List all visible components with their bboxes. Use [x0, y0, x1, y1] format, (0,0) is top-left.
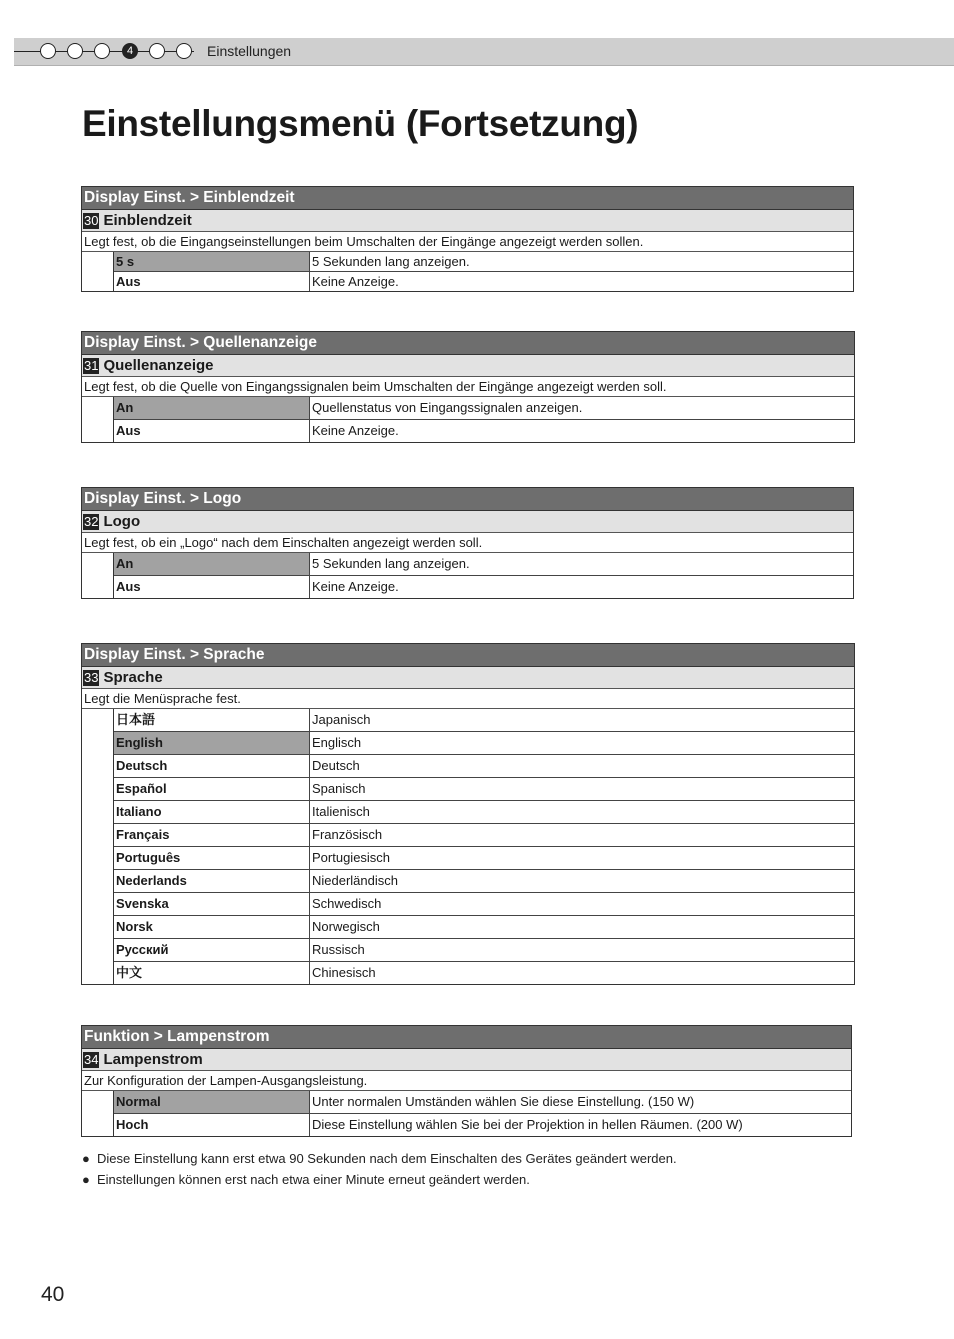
option-description: Norwegisch [312, 919, 380, 934]
settings-section [81, 186, 854, 292]
section-heading: Display Einst. > Sprache [82, 644, 854, 667]
option-row [114, 893, 854, 916]
option-key: Aus [114, 576, 310, 598]
option-description: Französisch [312, 827, 383, 842]
options-table [82, 397, 854, 442]
section-heading: Display Einst. > Quellenanzeige [82, 332, 854, 355]
option-key: 中文 [114, 962, 310, 984]
option-key: Aus [114, 420, 310, 442]
chapter-title: Einstellungen [207, 43, 292, 59]
options-indent [82, 553, 114, 598]
option-row [114, 397, 854, 420]
section-description: Legt fest, ob die Eingangseinstellungen beim Umschalten der Eingänge angezeigt werden sollen. [82, 232, 853, 252]
section-heading: Display Einst. > Einblendzeit [82, 187, 853, 210]
item-number-badge: 30 [84, 212, 99, 228]
options-indent [82, 397, 114, 442]
option-key: Русский [114, 939, 310, 961]
option-row [114, 916, 854, 939]
option-key-default: Normal [114, 1091, 310, 1113]
section-description: Legt die Menüsprache fest. [82, 689, 854, 709]
option-key: Español [114, 778, 310, 800]
item-number-badge: 33 [84, 669, 99, 685]
option-description: Spanisch [312, 781, 366, 796]
option-row [114, 252, 853, 272]
option-key-default: An [114, 397, 310, 419]
option-description: Keine Anzeige. [312, 579, 399, 594]
option-key: Norsk [114, 916, 310, 938]
option-description: Deutsch [312, 758, 360, 773]
section-subtitle: Sprache [103, 669, 163, 686]
section-description: Zur Konfiguration der Lampen-Ausgangsleistung. [82, 1071, 851, 1091]
option-row [114, 1114, 851, 1136]
option-description: Portugiesisch [312, 850, 391, 865]
option-row [114, 870, 854, 893]
option-key: Português [114, 847, 310, 869]
chapter-step-current: 4 [122, 43, 138, 59]
option-key: Aus [114, 272, 310, 291]
chapter-step-1 [40, 43, 56, 59]
section-heading: Display Einst. > Logo [82, 488, 853, 511]
bullet-icon: ● [82, 1172, 90, 1187]
option-description: Chinesisch [312, 965, 376, 980]
page-number: 40 [41, 1283, 65, 1306]
option-row [114, 847, 854, 870]
option-description: Englisch [312, 735, 362, 750]
chapter-step-2 [67, 43, 83, 59]
section-subtitle-row [82, 210, 853, 232]
settings-section [81, 1025, 852, 1137]
option-description: Russisch [312, 942, 365, 957]
option-description: Diese Einstellung wählen Sie bei der Projektion in hellen Räumen. (200 W) [312, 1117, 743, 1132]
options-indent [82, 1091, 114, 1136]
option-row [114, 778, 854, 801]
option-key: Italiano [114, 801, 310, 823]
option-description: Keine Anzeige. [312, 274, 399, 289]
option-row [114, 732, 854, 755]
option-row [114, 1091, 851, 1114]
option-description: 5 Sekunden lang anzeigen. [312, 254, 470, 269]
bullet-icon: ● [82, 1151, 90, 1166]
options-table [82, 252, 853, 291]
settings-section [81, 487, 854, 599]
option-row [114, 824, 854, 847]
section-subtitle-row [82, 1049, 851, 1071]
section-subtitle-row [82, 355, 854, 377]
option-key: Svenska [114, 893, 310, 915]
section-heading: Funktion > Lampenstrom [82, 1026, 851, 1049]
item-number-badge: 34 [84, 1051, 99, 1067]
options-indent [82, 252, 114, 291]
settings-section [81, 331, 855, 443]
note-1: ● Diese Einstellung kann erst etwa 90 Sekunden nach dem Einschalten des Gerätes geändert werden. [82, 1151, 677, 1166]
option-description: Keine Anzeige. [312, 423, 399, 438]
option-row [114, 801, 854, 824]
chapter-step-5 [149, 43, 165, 59]
options-table [82, 1091, 851, 1136]
option-row [114, 553, 853, 576]
chapter-step-3 [94, 43, 110, 59]
item-number-badge: 32 [84, 513, 99, 529]
option-row [114, 962, 854, 984]
section-description: Legt fest, ob ein „Logo“ nach dem Einschalten angezeigt werden soll. [82, 533, 853, 553]
option-key-default: English [114, 732, 310, 754]
option-description: Unter normalen Umständen wählen Sie diese Einstellung. (150 W) [312, 1094, 695, 1109]
option-key: Français [114, 824, 310, 846]
page-title: Einstellungsmenü (Fortsetzung) [82, 103, 639, 144]
option-row [114, 939, 854, 962]
options-table [82, 709, 854, 984]
options-indent [82, 709, 114, 984]
option-key: 日本語 [114, 709, 310, 731]
option-description: Niederländisch [312, 873, 398, 888]
option-description: Schwedisch [312, 896, 382, 911]
option-row [114, 420, 854, 442]
chapter-step-6 [176, 43, 192, 59]
option-description: Quellenstatus von Eingangssignalen anzeigen. [312, 400, 583, 415]
option-key: Hoch [114, 1114, 310, 1136]
section-subtitle: Logo [103, 513, 141, 530]
section-subtitle: Lampenstrom [103, 1051, 203, 1068]
section-subtitle-row [82, 511, 853, 533]
option-row [114, 755, 854, 778]
option-row [114, 272, 853, 291]
section-subtitle: Quellenanzeige [103, 357, 214, 374]
option-key: Deutsch [114, 755, 310, 777]
option-row [114, 576, 853, 598]
option-key-default: 5 s [114, 252, 310, 271]
option-description: Japanisch [312, 712, 371, 727]
option-key: Nederlands [114, 870, 310, 892]
section-description: Legt fest, ob die Quelle von Eingangssignalen beim Umschalten der Eingänge angezeigt werden soll. [82, 377, 854, 397]
options-table [82, 553, 853, 598]
section-subtitle-row [82, 667, 854, 689]
option-row [114, 709, 854, 732]
option-description: 5 Sekunden lang anzeigen. [312, 556, 470, 571]
option-key-default: An [114, 553, 310, 575]
note-2: ● Einstellungen können erst nach etwa einer Minute erneut geändert werden. [82, 1172, 530, 1187]
settings-section [81, 643, 855, 985]
item-number-badge: 31 [84, 357, 99, 373]
section-subtitle: Einblendzeit [103, 212, 192, 229]
option-description: Italienisch [312, 804, 370, 819]
